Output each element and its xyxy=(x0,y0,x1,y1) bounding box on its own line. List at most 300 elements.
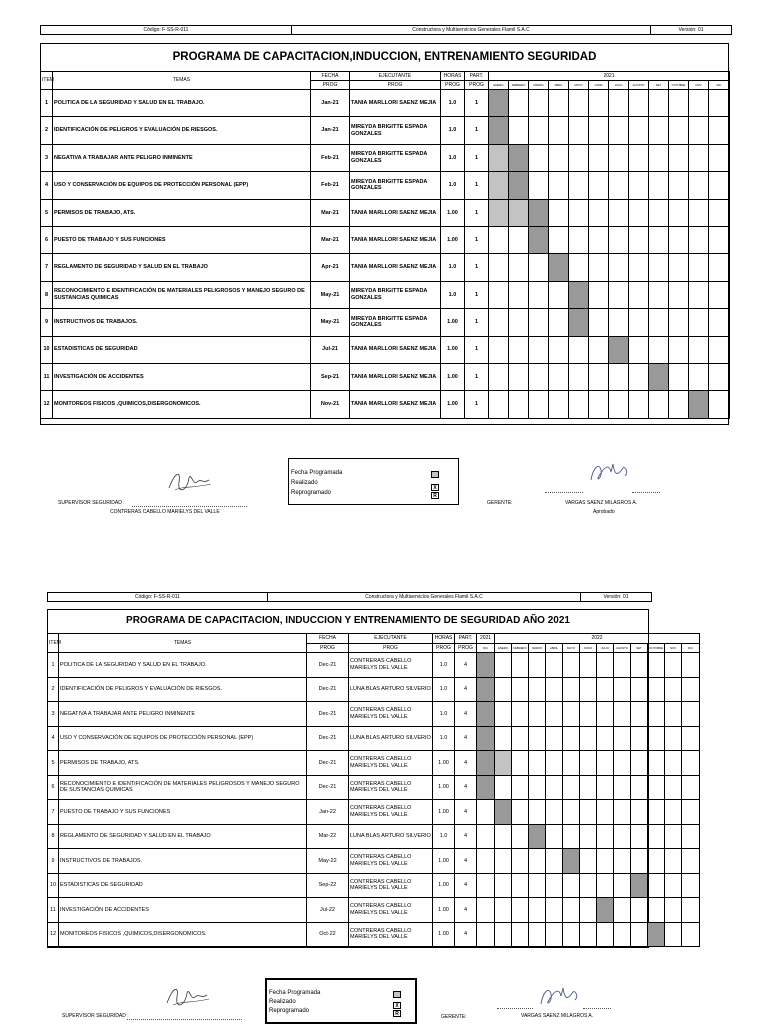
month-cell xyxy=(682,800,700,825)
month-cell xyxy=(631,726,648,751)
month-cell xyxy=(489,117,509,144)
month-cell xyxy=(529,144,549,171)
row-item-number: 6 xyxy=(48,775,59,800)
doc1-legend xyxy=(288,458,459,505)
month-cell xyxy=(489,90,509,117)
row-horas: 1.0 xyxy=(433,726,455,751)
month-cell xyxy=(682,653,700,678)
month-cell xyxy=(549,363,569,390)
row-item-number: 7 xyxy=(48,800,59,825)
month-cell xyxy=(509,363,529,390)
row-tema: INSTRUCTIVOS DE TRABAJOS. xyxy=(59,849,307,874)
row-horas: 1.00 xyxy=(433,775,455,800)
month-cell xyxy=(665,751,682,776)
row-horas: 1.00 xyxy=(433,898,455,923)
row-fecha: Jan-21 xyxy=(311,117,350,144)
month-cell xyxy=(614,677,631,702)
table-row xyxy=(41,391,730,418)
month-cell xyxy=(569,281,589,308)
doc2-company: Constructora y Multiservicios Generales Flamil S.A.C xyxy=(268,593,581,602)
row-item-number: 10 xyxy=(41,336,53,363)
month-cell xyxy=(689,254,709,281)
month-cell xyxy=(597,922,614,947)
row-item-number: 5 xyxy=(48,751,59,776)
doc2-version: Versión: 01 xyxy=(581,593,652,602)
table-row xyxy=(41,309,730,336)
month-cell xyxy=(495,898,512,923)
month-cell xyxy=(546,677,563,702)
row-fecha: Dec-21 xyxy=(307,702,349,727)
month-cell xyxy=(512,824,529,849)
month-cell xyxy=(489,363,509,390)
col-part: PART. xyxy=(465,72,489,81)
month-cell xyxy=(509,254,529,281)
month-cell xyxy=(665,849,682,874)
col-ejecutante: EJECUTANTE xyxy=(350,72,441,81)
month-cell xyxy=(529,254,549,281)
doc1-gerente-name: VARGAS SAENZ MILAGROS A. xyxy=(565,500,638,506)
month-cell xyxy=(512,873,529,898)
month-cell xyxy=(649,254,669,281)
month-cell xyxy=(477,849,495,874)
row-ejecutante: CONTRERAS CABELLO MARIELYS DEL VALLE xyxy=(349,751,433,776)
month-cell xyxy=(549,254,569,281)
month-cell xyxy=(669,117,689,144)
row-horas: 1.0 xyxy=(433,702,455,727)
month-cell xyxy=(631,800,648,825)
month-cell xyxy=(529,309,549,336)
month-cell xyxy=(529,751,546,776)
row-tema: INVESTIGACIÓN DE ACCIDENTES xyxy=(53,363,311,390)
month-cell xyxy=(529,199,549,226)
month-cell xyxy=(546,775,563,800)
month-cell xyxy=(512,922,529,947)
row-ejecutante: LUNA BLAS ARTURO SILVERIO xyxy=(349,677,433,702)
legend-programada: Fecha Programada xyxy=(269,990,321,996)
col-fecha: FECHA xyxy=(311,72,350,81)
row-tema: RECONOCIMIENTO E IDENTIFICACIÓN DE MATERIALES PELIGROSOS Y MANEJO SEGURO DE SUSTANCIAS QUIMICAS xyxy=(59,775,307,800)
month-cell xyxy=(477,873,495,898)
month-cell xyxy=(549,281,569,308)
month-cell xyxy=(477,775,495,800)
month-cell xyxy=(589,309,609,336)
month-cell xyxy=(682,702,700,727)
month-cell xyxy=(529,363,549,390)
month-cell xyxy=(665,677,682,702)
month-cell xyxy=(609,90,629,117)
row-tema: INSTRUCTIVOS DE TRABAJOS. xyxy=(53,309,311,336)
row-ejecutante: MIREYDA BRIGITTE ESPADA GONZALES xyxy=(350,281,441,308)
month-header: AGOSTO xyxy=(629,81,649,90)
row-ejecutante: TANIA MARLLORI SAENZ MEJIA xyxy=(350,226,441,253)
month-cell xyxy=(589,336,609,363)
row-fecha: Sep-21 xyxy=(311,363,350,390)
month-cell xyxy=(709,281,730,308)
month-cell xyxy=(597,726,614,751)
month-cell xyxy=(546,824,563,849)
month-cell xyxy=(631,775,648,800)
month-cell xyxy=(648,824,665,849)
month-cell xyxy=(529,172,549,199)
table-row xyxy=(41,172,730,199)
month-cell xyxy=(682,873,700,898)
row-fecha: Dec-21 xyxy=(307,653,349,678)
row-tema: IDENTIFICACIÓN DE PELIGROS Y EVALUACIÓN DE RIESGOS. xyxy=(53,117,311,144)
month-cell xyxy=(529,824,546,849)
month-header: ABRIL xyxy=(549,81,569,90)
month-cell xyxy=(512,898,529,923)
month-cell xyxy=(589,144,609,171)
month-cell xyxy=(597,800,614,825)
month-cell xyxy=(589,391,609,418)
month-cell xyxy=(629,172,649,199)
month-cell xyxy=(569,309,589,336)
row-part: 4 xyxy=(455,726,477,751)
month-cell xyxy=(563,677,580,702)
table-row xyxy=(48,751,700,776)
month-cell xyxy=(563,800,580,825)
month-cell xyxy=(682,677,700,702)
month-cell xyxy=(569,391,589,418)
row-ejecutante: MIREYDA BRIGITTE ESPADA GONZALES xyxy=(350,117,441,144)
month-cell xyxy=(609,363,629,390)
month-header: NOV xyxy=(689,81,709,90)
header-row xyxy=(48,634,700,644)
month-cell xyxy=(709,226,730,253)
col-temas: TEMAS xyxy=(53,72,311,90)
col-ejecutante-prog: PROG xyxy=(349,644,433,653)
month-cell xyxy=(546,873,563,898)
month-cell xyxy=(495,800,512,825)
row-ejecutante: CONTRERAS CABELLO MARIELYS DEL VALLE xyxy=(349,873,433,898)
month-header: JULIO xyxy=(609,81,629,90)
month-cell xyxy=(512,726,529,751)
doc1-supervisor-name: CONTRERAS CABELLO MARIELYS DEL VALLE xyxy=(110,509,220,515)
month-cell xyxy=(597,849,614,874)
month-cell xyxy=(495,677,512,702)
month-cell xyxy=(580,922,597,947)
month-cell xyxy=(580,849,597,874)
month-header: DIC xyxy=(682,644,700,653)
month-cell xyxy=(631,653,648,678)
col-horas: HORAS xyxy=(441,72,465,81)
month-cell xyxy=(495,653,512,678)
row-tema: REGLAMENTO DE SEGURIDAD Y SALUD EN EL TRABAJO xyxy=(53,254,311,281)
row-tema: NEGATIVA A TRABAJAR ANTE PELIGRO INMINENTE xyxy=(53,144,311,171)
month-header: FEBRERO xyxy=(512,644,529,653)
month-cell xyxy=(495,849,512,874)
month-header: JUNIO xyxy=(580,644,597,653)
row-fecha: Feb-21 xyxy=(311,144,350,171)
month-cell xyxy=(477,726,495,751)
month-cell xyxy=(669,336,689,363)
row-part: 1 xyxy=(465,363,489,390)
row-tema: NEGATIVA A TRABAJAR ANTE PELIGRO INMINENTE xyxy=(59,702,307,727)
row-part: 4 xyxy=(455,873,477,898)
month-cell xyxy=(629,254,649,281)
month-cell xyxy=(489,172,509,199)
doc1-title: PROGRAMA DE CAPACITACION,INDUCCION, ENTRENAMIENTO SEGURIDAD xyxy=(172,51,597,63)
legend-box-programada xyxy=(393,991,401,998)
month-cell xyxy=(682,922,700,947)
row-fecha: Jan-21 xyxy=(311,90,350,117)
row-part: 1 xyxy=(465,90,489,117)
month-cell xyxy=(477,751,495,776)
month-cell xyxy=(631,824,648,849)
doc2-header xyxy=(47,592,652,602)
month-cell xyxy=(648,849,665,874)
month-cell xyxy=(629,336,649,363)
month-cell xyxy=(529,849,546,874)
row-item-number: 9 xyxy=(48,849,59,874)
row-part: 1 xyxy=(465,172,489,199)
month-cell xyxy=(529,281,549,308)
month-header: NOV xyxy=(665,644,682,653)
month-cell xyxy=(609,226,629,253)
month-cell xyxy=(580,775,597,800)
month-cell xyxy=(631,898,648,923)
month-cell xyxy=(689,199,709,226)
month-cell xyxy=(665,824,682,849)
month-cell xyxy=(665,702,682,727)
month-cell xyxy=(629,226,649,253)
doc1-program-frame xyxy=(40,43,729,425)
row-part: 4 xyxy=(455,922,477,947)
gerente-signature-icon xyxy=(535,982,583,1012)
doc1-company: Constructora y Multiservicios Generales Flamil S.A.C xyxy=(292,26,651,35)
month-cell xyxy=(563,898,580,923)
month-cell xyxy=(614,775,631,800)
row-fecha: Dec-21 xyxy=(307,775,349,800)
row-fecha: Dec-21 xyxy=(307,726,349,751)
row-ejecutante: CONTRERAS CABELLO MARIELYS DEL VALLE xyxy=(349,702,433,727)
month-header: OCTUBRE xyxy=(669,81,689,90)
month-cell xyxy=(709,199,730,226)
month-cell xyxy=(614,702,631,727)
row-horas: 1.00 xyxy=(441,226,465,253)
table-row xyxy=(41,281,730,308)
month-cell xyxy=(512,800,529,825)
col-horas-prog: PROG xyxy=(441,81,465,90)
row-part: 1 xyxy=(465,117,489,144)
row-ejecutante: TANIA MARLLORI SAENZ MEJIA xyxy=(350,254,441,281)
col-item: ITEM xyxy=(41,72,53,90)
row-tema: INVESTIGACIÓN DE ACCIDENTES xyxy=(59,898,307,923)
table-row xyxy=(48,726,700,751)
table-row xyxy=(48,898,700,923)
row-ejecutante: LUNA BLAS ARTURO SILVERIO xyxy=(349,726,433,751)
month-header: MAYO xyxy=(569,81,589,90)
month-cell xyxy=(709,336,730,363)
month-cell xyxy=(580,800,597,825)
supervisor-signature-icon xyxy=(163,983,213,1011)
month-cell xyxy=(529,775,546,800)
month-cell xyxy=(665,726,682,751)
col-year: 2021 xyxy=(489,72,730,81)
month-cell xyxy=(509,172,529,199)
month-cell xyxy=(477,824,495,849)
month-cell xyxy=(529,90,549,117)
row-horas: 1.00 xyxy=(441,363,465,390)
month-cell xyxy=(477,898,495,923)
month-header: MARZO xyxy=(529,644,546,653)
row-horas: 1.00 xyxy=(441,391,465,418)
month-cell xyxy=(649,90,669,117)
gerente-signature-icon xyxy=(585,458,633,488)
month-cell xyxy=(509,309,529,336)
month-cell xyxy=(580,898,597,923)
month-cell xyxy=(665,800,682,825)
row-ejecutante: TANIA MARLLORI SAENZ MEJIA xyxy=(350,336,441,363)
doc1-code: Código: F-SS-R-011 xyxy=(41,26,292,35)
legend-box-realizado: X xyxy=(393,1002,401,1009)
month-cell xyxy=(709,309,730,336)
month-cell xyxy=(529,873,546,898)
month-cell xyxy=(509,90,529,117)
doc2-program-frame xyxy=(47,609,693,948)
row-part: 4 xyxy=(455,800,477,825)
month-header: FEBRERO xyxy=(509,81,529,90)
month-cell xyxy=(509,391,529,418)
month-cell xyxy=(477,653,495,678)
legend-realizado: Realizado xyxy=(291,480,318,486)
month-cell xyxy=(689,391,709,418)
month-header: ENERO xyxy=(495,644,512,653)
doc1-gerente-label: GERENTE: xyxy=(487,500,513,506)
row-horas: 1.00 xyxy=(433,849,455,874)
row-horas: 1.0 xyxy=(433,677,455,702)
legend-programada: Fecha Programada xyxy=(291,470,343,476)
row-item-number: 9 xyxy=(41,309,53,336)
month-cell xyxy=(665,653,682,678)
month-cell xyxy=(649,281,669,308)
month-cell xyxy=(709,254,730,281)
month-cell xyxy=(495,702,512,727)
col-item: ITEM xyxy=(48,634,59,653)
row-part: 4 xyxy=(455,824,477,849)
row-fecha: Oct-22 xyxy=(307,922,349,947)
month-cell xyxy=(689,172,709,199)
doc1-version: Versión: 01 xyxy=(651,26,732,35)
month-cell xyxy=(649,117,669,144)
col-fecha: FECHA xyxy=(307,634,349,644)
row-item-number: 6 xyxy=(41,226,53,253)
month-cell xyxy=(529,391,549,418)
month-cell xyxy=(546,653,563,678)
month-cell xyxy=(529,922,546,947)
month-cell xyxy=(649,336,669,363)
row-fecha: Apr-21 xyxy=(311,254,350,281)
doc1-header xyxy=(40,25,732,35)
row-item-number: 3 xyxy=(41,144,53,171)
month-cell xyxy=(682,726,700,751)
month-cell xyxy=(689,281,709,308)
row-fecha: Nov-21 xyxy=(311,391,350,418)
col-fecha-prog: PROG xyxy=(307,644,349,653)
doc2-gerente-label: GERENTE: xyxy=(441,1014,467,1020)
month-cell xyxy=(495,922,512,947)
month-cell xyxy=(546,702,563,727)
month-cell xyxy=(629,199,649,226)
row-tema: PUESTO DE TRABAJO Y SUS FUNCIONES xyxy=(53,226,311,253)
doc2-gerente-name: VARGAS SAENZ MILAGROS A. xyxy=(521,1013,594,1019)
doc1-aprobado: Aprobado xyxy=(593,509,615,515)
table-row xyxy=(48,849,700,874)
row-fecha: Dec-21 xyxy=(307,751,349,776)
table-row xyxy=(41,363,730,390)
row-part: 1 xyxy=(465,199,489,226)
month-cell xyxy=(512,751,529,776)
month-cell xyxy=(549,144,569,171)
row-tema: PERMISOS DE TRABAJO, ATS. xyxy=(53,199,311,226)
month-cell xyxy=(546,726,563,751)
month-cell xyxy=(509,117,529,144)
month-cell xyxy=(495,775,512,800)
row-part: 1 xyxy=(465,226,489,253)
month-cell xyxy=(546,922,563,947)
month-cell xyxy=(665,922,682,947)
month-cell xyxy=(682,898,700,923)
month-cell xyxy=(589,117,609,144)
month-cell xyxy=(649,226,669,253)
row-horas: 1.00 xyxy=(441,309,465,336)
month-cell xyxy=(689,226,709,253)
month-cell xyxy=(495,873,512,898)
row-part: 1 xyxy=(465,336,489,363)
legend-box-reprogramado: R xyxy=(393,1010,401,1017)
month-header: MAYO xyxy=(563,644,580,653)
table-row xyxy=(48,800,700,825)
month-cell xyxy=(569,336,589,363)
month-cell xyxy=(563,849,580,874)
row-ejecutante: TANIA MARLLORI SAENZ MEJIA xyxy=(350,90,441,117)
month-cell xyxy=(665,873,682,898)
month-cell xyxy=(529,677,546,702)
row-tema: ESTADISTICAS DE SEGURIDAD xyxy=(59,873,307,898)
row-part: 1 xyxy=(465,254,489,281)
month-cell xyxy=(489,281,509,308)
month-cell xyxy=(589,172,609,199)
legend-box-reprogramado: R xyxy=(431,492,439,499)
month-cell xyxy=(649,144,669,171)
row-horas: 1.00 xyxy=(433,751,455,776)
month-cell xyxy=(489,254,509,281)
month-cell xyxy=(709,172,730,199)
month-cell xyxy=(509,144,529,171)
row-ejecutante: CONTRERAS CABELLO MARIELYS DEL VALLE xyxy=(349,922,433,947)
row-tema: ESTADISTICAS DE SEGURIDAD xyxy=(53,336,311,363)
month-cell xyxy=(669,90,689,117)
row-item-number: 12 xyxy=(41,391,53,418)
row-item-number: 12 xyxy=(48,922,59,947)
month-header: DIC xyxy=(709,81,730,90)
row-item-number: 1 xyxy=(41,90,53,117)
month-cell xyxy=(629,90,649,117)
row-item-number: 2 xyxy=(41,117,53,144)
doc2-code: Código: F-SS-R-011 xyxy=(48,593,268,602)
month-cell xyxy=(509,336,529,363)
month-header: OCTUBRE xyxy=(648,644,665,653)
month-cell xyxy=(631,677,648,702)
month-cell xyxy=(709,363,730,390)
month-cell xyxy=(489,199,509,226)
row-fecha: May-22 xyxy=(307,849,349,874)
table-row xyxy=(41,117,730,144)
month-cell xyxy=(649,391,669,418)
row-part: 4 xyxy=(455,653,477,678)
month-cell xyxy=(549,117,569,144)
table-row xyxy=(41,199,730,226)
